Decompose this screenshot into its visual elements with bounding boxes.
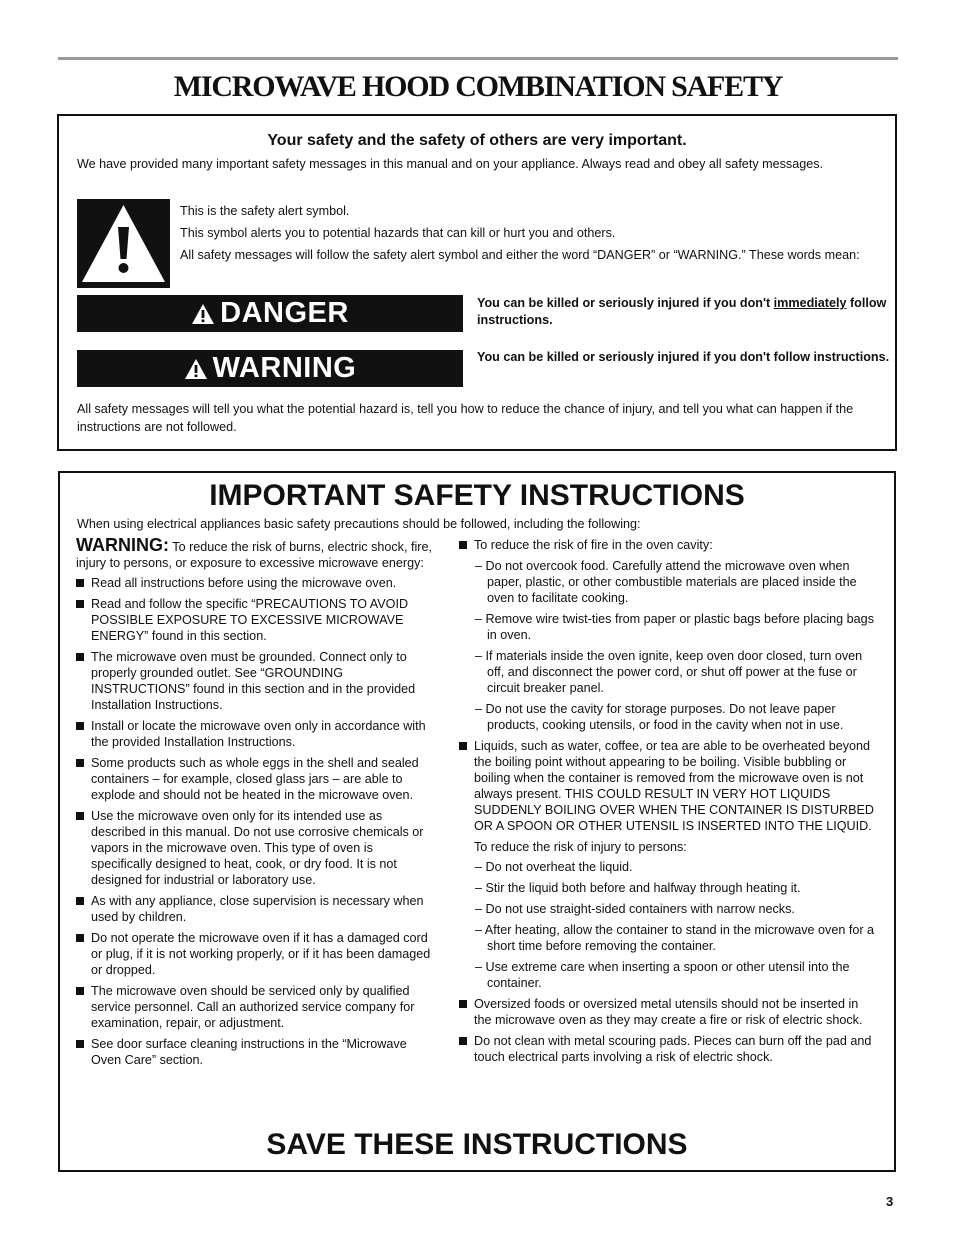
list-item: Do not operate the microwave oven if it has a damaged cord or plug, if it is not working properly, or if it has been damaged or dropped.	[76, 930, 436, 978]
alert-line: This symbol alerts you to potential hazards that can kill or hurt you and others.	[180, 226, 616, 240]
alert-line: All safety messages will follow the safety alert symbol and either the word “DANGER” or “WARNING.” These words mean:	[180, 248, 860, 262]
warning-triangle-icon	[191, 303, 215, 325]
danger-label: DANGER	[220, 297, 349, 329]
safety-subhead: Your safety and the safety of others are very important.	[267, 132, 687, 149]
square-bullet-icon	[76, 934, 84, 942]
list-item: Some products such as whole eggs in the shell and sealed containers – for example, closed glass jars – are able to explode and should not be heated in the microwave oven.	[76, 755, 436, 803]
square-bullet-icon	[76, 722, 84, 730]
sub-item: – Stir the liquid both before and halfway through heating it.	[475, 881, 801, 895]
square-bullet-icon	[76, 579, 84, 587]
alert-line: This is the safety alert symbol.	[180, 204, 350, 218]
square-bullet-icon	[459, 742, 467, 750]
danger-meaning: You can be killed or seriously injured if you don't immediately follow instructions.	[477, 296, 887, 327]
sub-item: – If materials inside the oven ignite, keep oven door closed, turn oven off, and disconnect the power cord, or shut off power at the fuse or circuit breaker panel.	[475, 649, 863, 695]
sub-item: – Use extreme care when inserting a spoon or other utensil into the container.	[475, 960, 850, 990]
square-bullet-icon	[76, 812, 84, 820]
save-instructions-heading: SAVE THESE INSTRUCTIONS	[266, 1128, 688, 1161]
instructions-lead: When using electrical appliances basic safety precautions should be followed, including the following:	[77, 517, 641, 531]
sub-item: – Do not use straight-sided containers with narrow necks.	[475, 902, 795, 916]
page-number: 3	[886, 1194, 894, 1209]
list-item: Do not clean with metal scouring pads. Pieces can burn off the pad and touch electrical parts involving a risk of electric shock.	[459, 1033, 879, 1065]
warning-signal-word	[77, 350, 463, 387]
square-bullet-icon	[459, 1000, 467, 1008]
sub-item: – Do not overheat the liquid.	[475, 860, 633, 874]
warning-meaning: You can be killed or seriously injured if you don't follow instructions.	[477, 350, 890, 364]
list-item: Read all instructions before using the microwave oven.	[76, 575, 436, 591]
list-item: To reduce the risk of fire in the oven cavity:	[459, 537, 879, 553]
list-item: The microwave oven must be grounded. Connect only to properly grounded outlet. See “GROUNDING INSTRUCTIONS” found in this section and in the provided Installation Instructions.	[76, 649, 436, 713]
square-bullet-icon	[76, 653, 84, 661]
safety-intro: We have provided many important safety messages in this manual and on your appliance. Always read and obey all safety messages.	[77, 157, 824, 171]
warning-paragraph: WARNING: To reduce the risk of burns, electric shock, fire, injury to persons, or exposure to excessive microwave energy:	[76, 535, 432, 570]
sub-item: – Do not use the cavity for storage purposes. Do not leave paper products, cooking utensils, or food in the cavity when not in use.	[475, 702, 844, 732]
safety-outro: All safety messages will tell you what the potential hazard is, tell you how to reduce the chance of injury, and tell you what can happen if the instructions are not followed.	[77, 402, 854, 434]
square-bullet-icon	[76, 897, 84, 905]
square-bullet-icon	[459, 541, 467, 549]
instructions-heading: IMPORTANT SAFETY INSTRUCTIONS	[209, 479, 745, 512]
important-safety-instructions-box	[58, 471, 896, 1172]
right-column	[459, 537, 879, 1070]
warning-triangle-icon	[184, 358, 208, 380]
page-title: MICROWAVE HOOD COMBINATION SAFETY	[173, 70, 783, 103]
left-column	[76, 537, 436, 1073]
square-bullet-icon	[76, 759, 84, 767]
sub-item: – Do not overcook food. Carefully attend the microwave oven when paper, plastic, or other combustible materials are placed inside the oven to facilitate cooking.	[475, 559, 857, 605]
warning-label: WARNING	[212, 352, 357, 384]
top-rule	[58, 57, 898, 60]
safety-message-box	[57, 114, 897, 451]
list-item: Oversized foods or oversized metal utensils should not be inserted in the microwave oven as they may create a fire or risk of electric shock.	[459, 996, 879, 1028]
safety-alert-icon	[77, 199, 170, 288]
list-item: Read and follow the specific “PRECAUTIONS TO AVOID POSSIBLE EXPOSURE TO EXCESSIVE MICROWAVE ENERGY” found in this section.	[76, 596, 436, 644]
list-item: As with any appliance, close supervision is necessary when used by children.	[76, 893, 436, 925]
sub-item: – After heating, allow the container to stand in the microwave oven for a short time before removing the container.	[475, 923, 875, 953]
list-item: Install or locate the microwave oven only in accordance with the provided Installation Instructions.	[76, 718, 436, 750]
danger-signal-word	[77, 295, 463, 332]
square-bullet-icon	[76, 1040, 84, 1048]
list-item: See door surface cleaning instructions in the “Microwave Oven Care” section.	[76, 1036, 436, 1068]
sub-item: – Remove wire twist-ties from paper or plastic bags before placing bags in oven.	[475, 612, 874, 642]
square-bullet-icon	[76, 987, 84, 995]
alert-description	[180, 203, 880, 269]
square-bullet-icon	[76, 600, 84, 608]
square-bullet-icon	[459, 1037, 467, 1045]
list-item: The microwave oven should be serviced only by qualified service personnel. Call an authorized service company for examination, repair, or adjustment.	[76, 983, 436, 1031]
list-item: Use the microwave oven only for its intended use as described in this manual. Do not use corrosive chemicals or vapors in the microwave oven. This type of oven is specifically designed to heat, cook, or dry food. It is not designed for industrial or laboratory use.	[76, 808, 436, 888]
injury-lead: To reduce the risk of injury to persons:	[474, 840, 687, 854]
list-item: Liquids, such as water, coffee, or tea are able to be overheated beyond the boiling point without appearing to be boiling. Visible bubbling or boiling when the container is removed from the microwave oven is not always present. THIS COULD RESULT IN VERY HOT LIQUIDS SUDDENLY BOILING OVER WHEN THE CONTAINER IS DISTURBED OR A SPOON OR OTHER UTENSIL IS INSERTED INTO THE LIQUID.	[459, 738, 879, 834]
